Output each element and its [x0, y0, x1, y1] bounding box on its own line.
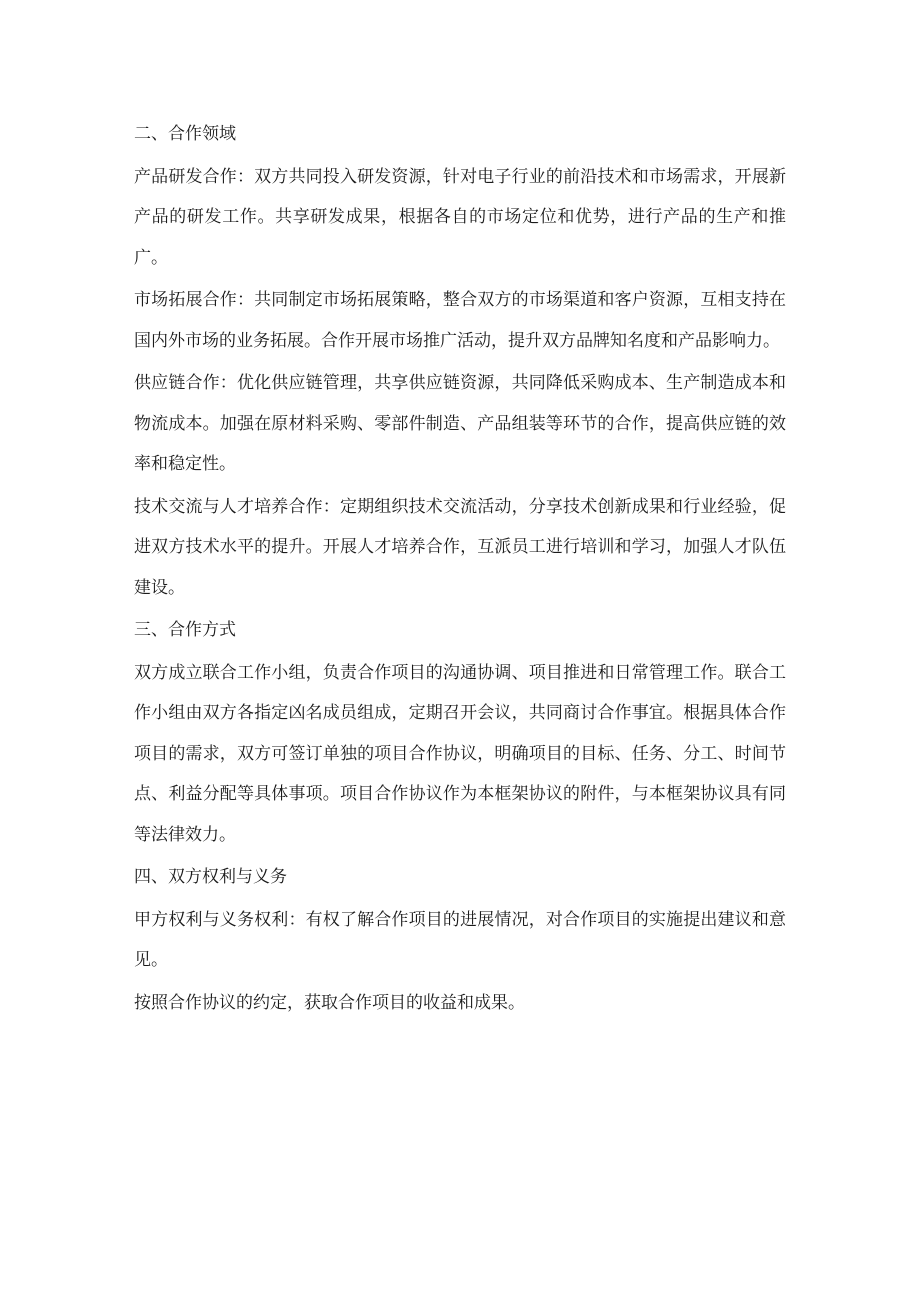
section-heading-cooperation-fields: 二、合作领域 — [134, 124, 236, 144]
section-heading-cooperation-methods: 三、合作方式 — [134, 620, 236, 640]
paragraph-party-a-benefits: 按照合作协议的约定，获取合作项目的收益和成果。 — [134, 992, 525, 1013]
section-heading-rights-obligations: 四、双方权利与义务 — [134, 867, 287, 887]
document-body — [134, 114, 786, 1025]
paragraph-market-cooperation: 市场拓展合作：共同制定市场拓展策略，整合双方的市场渠道和客户资源，互相支持在国内外市场的业务拓展。合作开展市场推广活动，提升双方品牌知名度和产品影响力。 — [134, 290, 786, 351]
paragraph-rd-cooperation: 产品研发合作：双方共同投入研发资源，针对电子行业的前沿技术和市场需求，开展新产品的研发工作。共享研发成果，根据各自的市场定位和优势，进行产品的生产和推广。 — [134, 166, 786, 268]
paragraph-supply-chain-cooperation: 供应链合作：优化供应链管理，共享供应链资源，共同降低采购成本、生产制造成本和物流成本。加强在原材料采购、零部件制造、产品组装等环节的合作，提高供应链的效率和稳定性。 — [134, 373, 786, 474]
paragraph-tech-talent-cooperation: 技术交流与人才培养合作：定期组织技术交流活动，分享技术创新成果和行业经验，促进双方技术水平的提升。开展人才培养合作，互派员工进行培训和学习，加强人才队伍建设。 — [134, 496, 786, 598]
paragraph-party-a-rights: 甲方权利与义务权利：有权了解合作项目的进展情况，对合作项目的实施提出建议和意见。 — [134, 909, 786, 970]
paragraph-joint-working-group: 双方成立联合工作小组，负责合作项目的沟通协调、项目推进和日常管理工作。联合工作小组由双方各指定凶名成员组成，定期召开会议，共同商讨合作事宜。根据具体合作项目的需求，双方可签订单独的项目合作协议，明确项目的目标、任务、分工、时间节点、利益分配等具体事项。项目合作协议作为本框架协议的附件，与本框架协议具有同等法律效力。 — [134, 662, 786, 845]
